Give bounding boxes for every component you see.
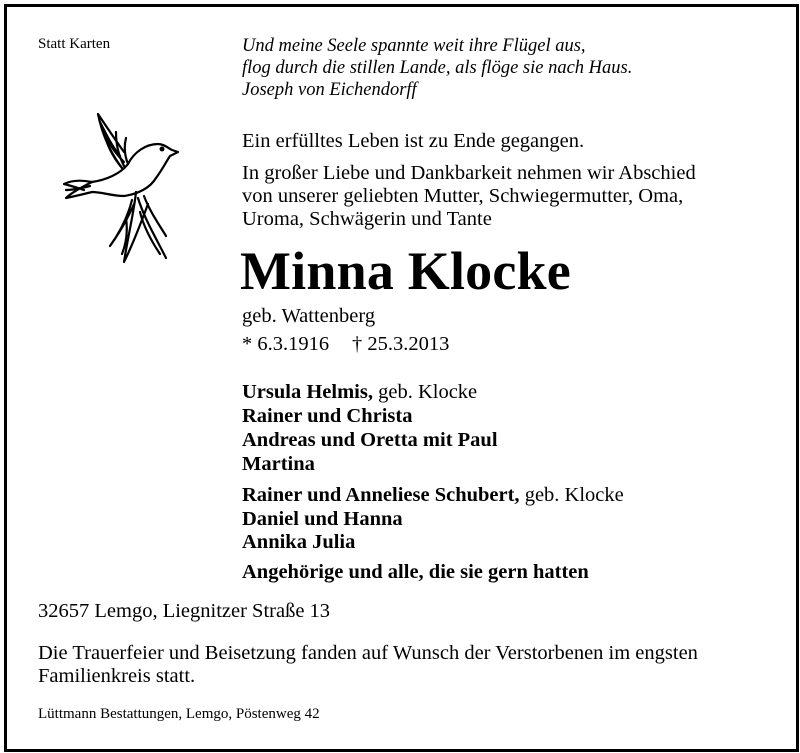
family-line-3: Andreas und Oretta mit Paul	[242, 429, 498, 451]
family2-line-3: Annika Julia	[242, 531, 356, 553]
notice-line-1: Die Trauerfeier und Beisetzung fanden auf Wunsch der Verstorbenen im engsten	[38, 642, 698, 664]
quote-line-2: flog durch die stillen Lande, als flöge sie nach Haus.	[242, 58, 633, 78]
relatives-line: Angehörige und alle, die sie gern hatten	[242, 561, 589, 583]
notice-line-2: Familienkreis statt.	[38, 665, 196, 687]
intro-line-3: von unserer geliebten Mutter, Schwiegermutter, Oma,	[242, 185, 684, 207]
family2-name-suffix: geb. Klocke	[519, 484, 624, 506]
family-line-2: Rainer und Christa	[242, 405, 413, 427]
quote-author: Joseph von Eichendorff	[242, 80, 417, 100]
address-line: 32657 Lemgo, Liegnitzer Straße 13	[38, 600, 331, 622]
family2-name-bold: Rainer und Anneliese Schubert,	[242, 484, 520, 506]
family2-line-2: Daniel und Hanna	[242, 508, 403, 530]
deceased-name: Minna Klocke	[240, 241, 571, 301]
family-line-4: Martina	[242, 453, 315, 475]
dove-icon	[62, 108, 194, 268]
intro-line-2: In großer Liebe und Dankbarkeit nehmen wir Abschied	[242, 162, 696, 184]
maiden-name: geb. Wattenberg	[242, 305, 376, 327]
statt-karten-label: Statt Karten	[38, 36, 111, 52]
birth-date: * 6.3.1916	[242, 333, 330, 355]
family-name-bold: Ursula Helmis,	[242, 381, 373, 403]
family-line-1	[242, 381, 477, 405]
death-date: † 25.3.2013	[352, 333, 450, 355]
quote-line-1: Und meine Seele spannte weit ihre Flügel aus,	[242, 36, 586, 56]
undertaker-footer: Lüttmann Bestattungen, Lemgo, Pöstenweg 42	[38, 706, 320, 722]
intro-line-4: Uroma, Schwägerin und Tante	[242, 208, 492, 230]
family-name-suffix: geb. Klocke	[372, 381, 478, 403]
family2-line-1	[242, 484, 624, 508]
intro-line-1: Ein erfülltes Leben ist zu Ende gegangen.	[242, 130, 585, 152]
